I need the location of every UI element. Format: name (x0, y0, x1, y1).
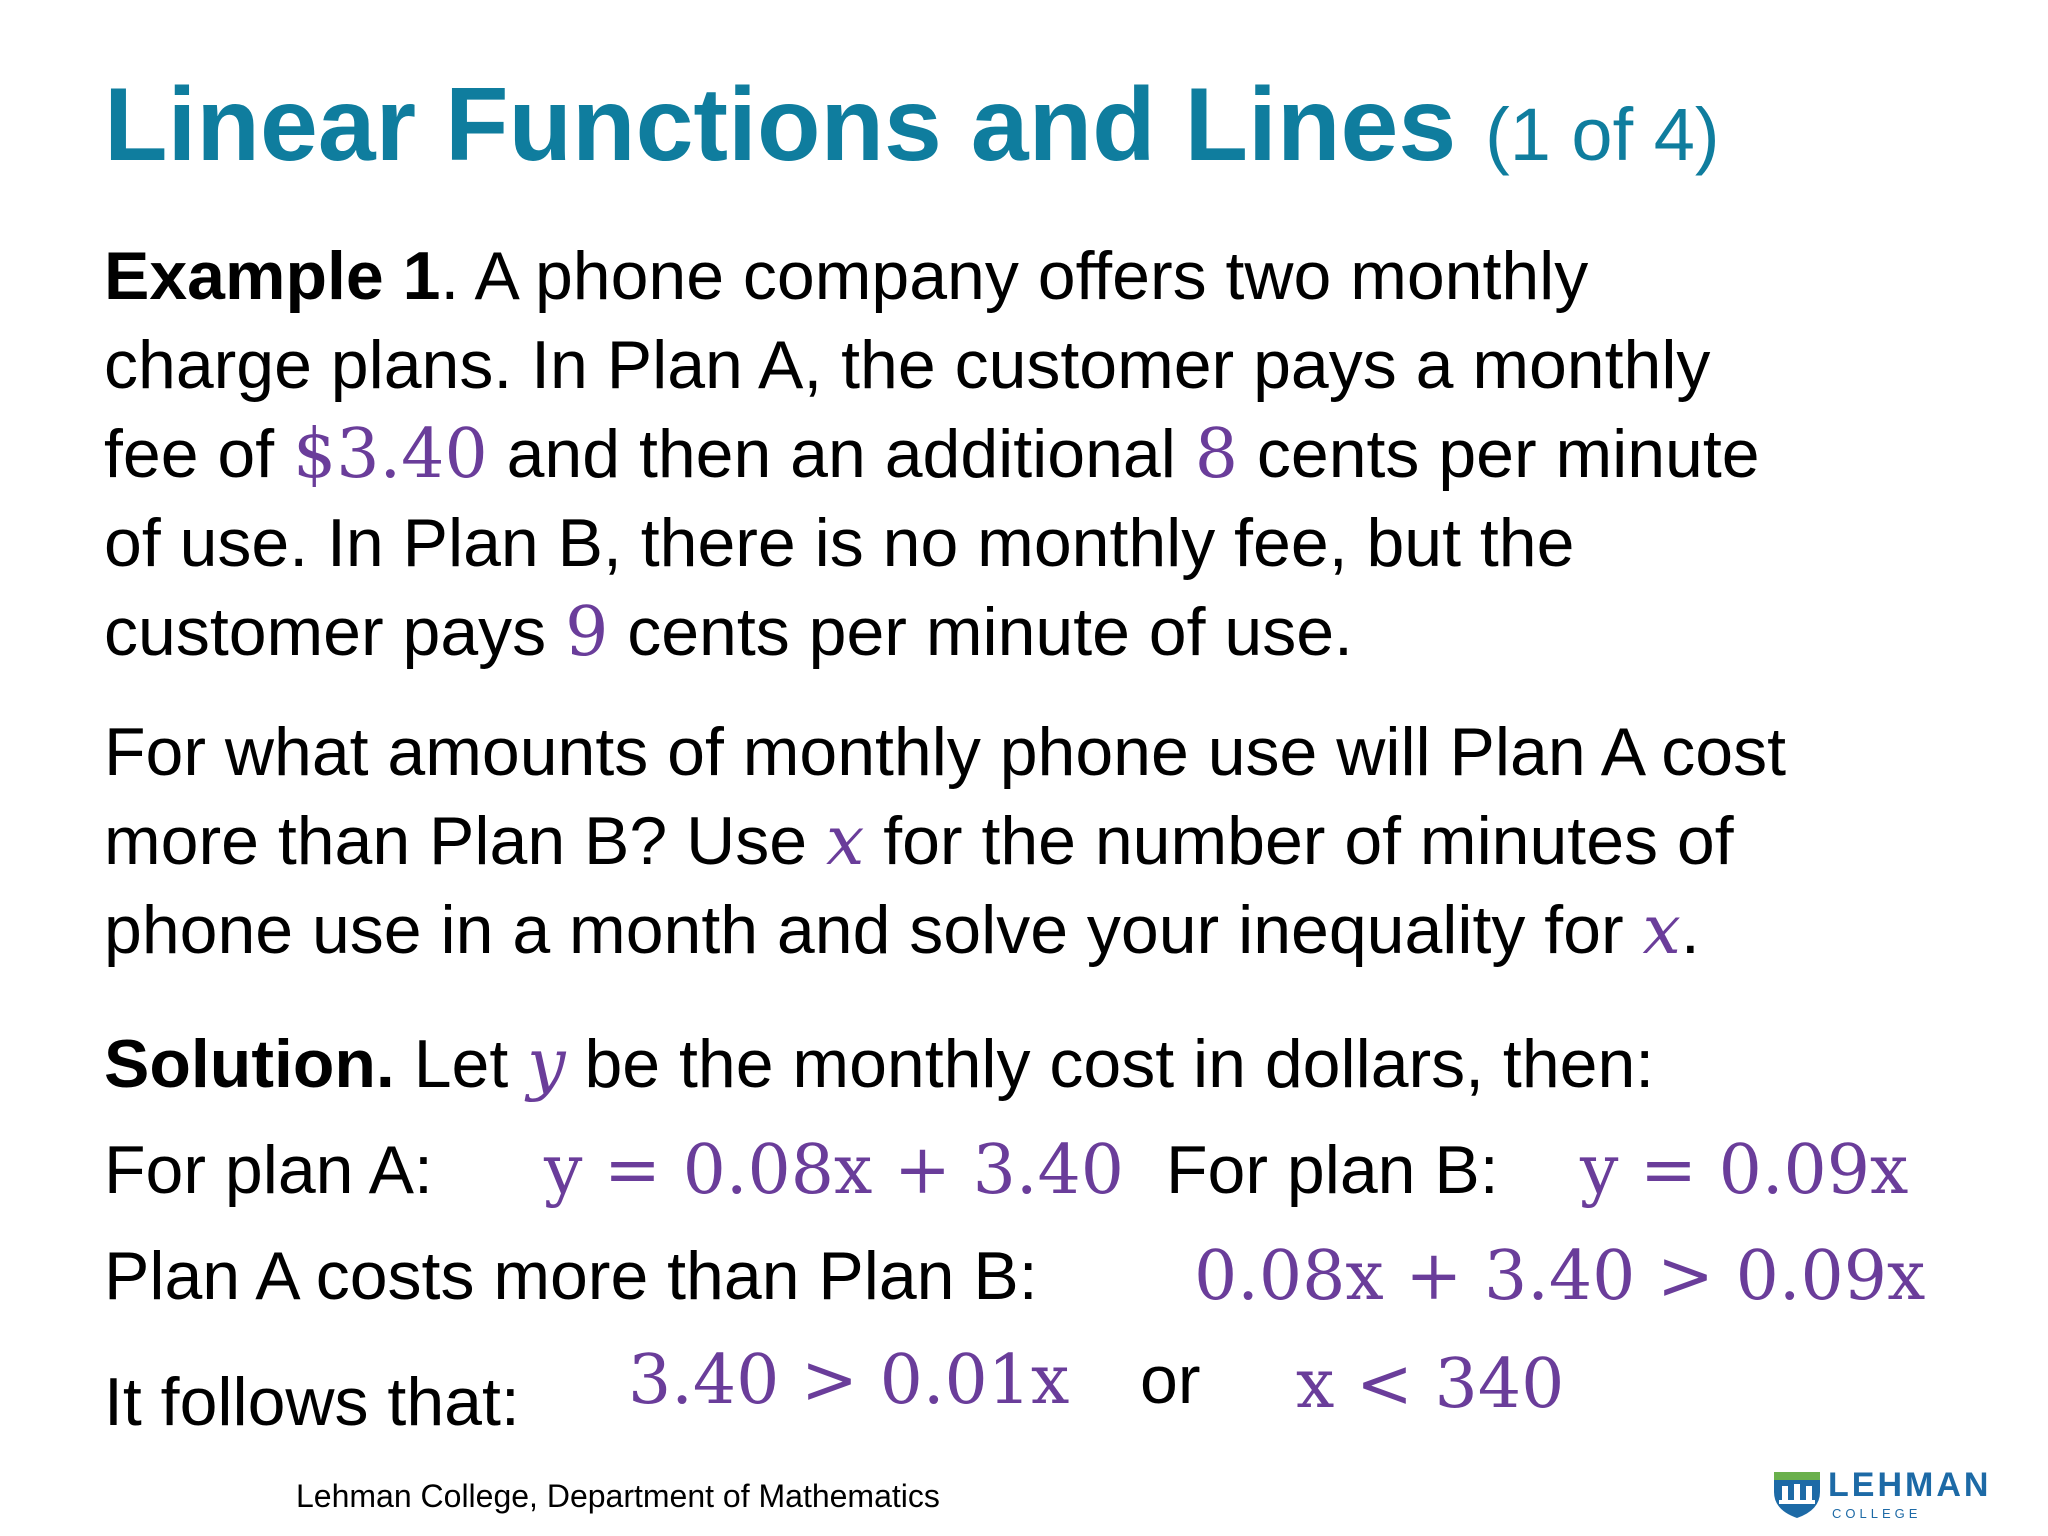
lehman-logo (1770, 1466, 1992, 1521)
question-line-3-b: . (1680, 892, 1700, 968)
solution-label: Solution. (104, 1026, 395, 1102)
solution-intro (104, 1020, 1654, 1109)
example-line-4: of use. In Plan B, there is no monthly fee, but the (104, 505, 1575, 581)
plan-a-equation: y = 0.08x + 3.40 (544, 1131, 1124, 1210)
var-x: x (825, 802, 865, 881)
fee-value: $3.40 (293, 415, 488, 494)
slide-title (104, 66, 1720, 186)
question-line-3-a: phone use in a month and solve your inequality for (104, 892, 1643, 968)
question-line-2-b: for the number of minutes of (864, 803, 1734, 879)
logo-word: LEHMAN (1828, 1466, 1992, 1504)
solution-line-a: Let (394, 1026, 528, 1102)
example-line-1-text: . A phone company offers two monthly (440, 238, 1589, 314)
title-main: Linear Functions and Lines (104, 67, 1457, 183)
example-line-5-a: customer pays (104, 594, 566, 670)
question-line-2-a: more than Plan B? Use (104, 803, 826, 879)
var-x-2: x (1642, 891, 1681, 970)
example-line-1 (104, 232, 1760, 321)
follows-equation: 3.40 > 0.01x (628, 1341, 1070, 1420)
footer-text: Lehman College, Department of Mathematics (296, 1478, 940, 1514)
example-line-3-b: and then an additional (487, 416, 1195, 492)
question-paragraph (104, 708, 1786, 975)
example-line-3 (104, 410, 1760, 499)
plan-b-label: For plan B: (1166, 1132, 1499, 1208)
example-line-2: charge plans. In Plan A, the customer pays a monthly (104, 327, 1711, 403)
title-sub: (1 of 4) (1485, 93, 1720, 176)
example-line-3-a: fee of (104, 416, 294, 492)
rate-a-value: 8 (1194, 415, 1238, 494)
question-line-1: For what amounts of monthly phone use will Plan A cost (104, 714, 1787, 790)
example-label: Example 1 (104, 238, 441, 314)
solution-line-b: be the monthly cost in dollars, then: (565, 1026, 1655, 1102)
var-y: y (527, 1025, 566, 1104)
example-paragraph (104, 232, 1760, 677)
compare-equation: 0.08x + 3.40 > 0.09x (1194, 1237, 1926, 1316)
question-line-2 (104, 797, 1786, 886)
plan-b-equation: y = 0.09x (1580, 1131, 1909, 1210)
question-line-3 (104, 886, 1786, 975)
college-shield-icon (1770, 1466, 1824, 1520)
plan-a-label: For plan A: (104, 1132, 433, 1208)
logo-sub: COLLEGE (1832, 1506, 1922, 1521)
example-line-3-c: cents per minute (1238, 416, 1760, 492)
or-word: or (1140, 1342, 1201, 1418)
follows-label: It follows that: (104, 1364, 520, 1440)
example-line-5 (104, 588, 1760, 677)
compare-label: Plan A costs more than Plan B: (104, 1238, 1038, 1314)
example-line-5-b: cents per minute of use. (608, 594, 1353, 670)
result-equation: x < 340 (1296, 1345, 1565, 1424)
rate-b-value: 9 (565, 593, 609, 672)
